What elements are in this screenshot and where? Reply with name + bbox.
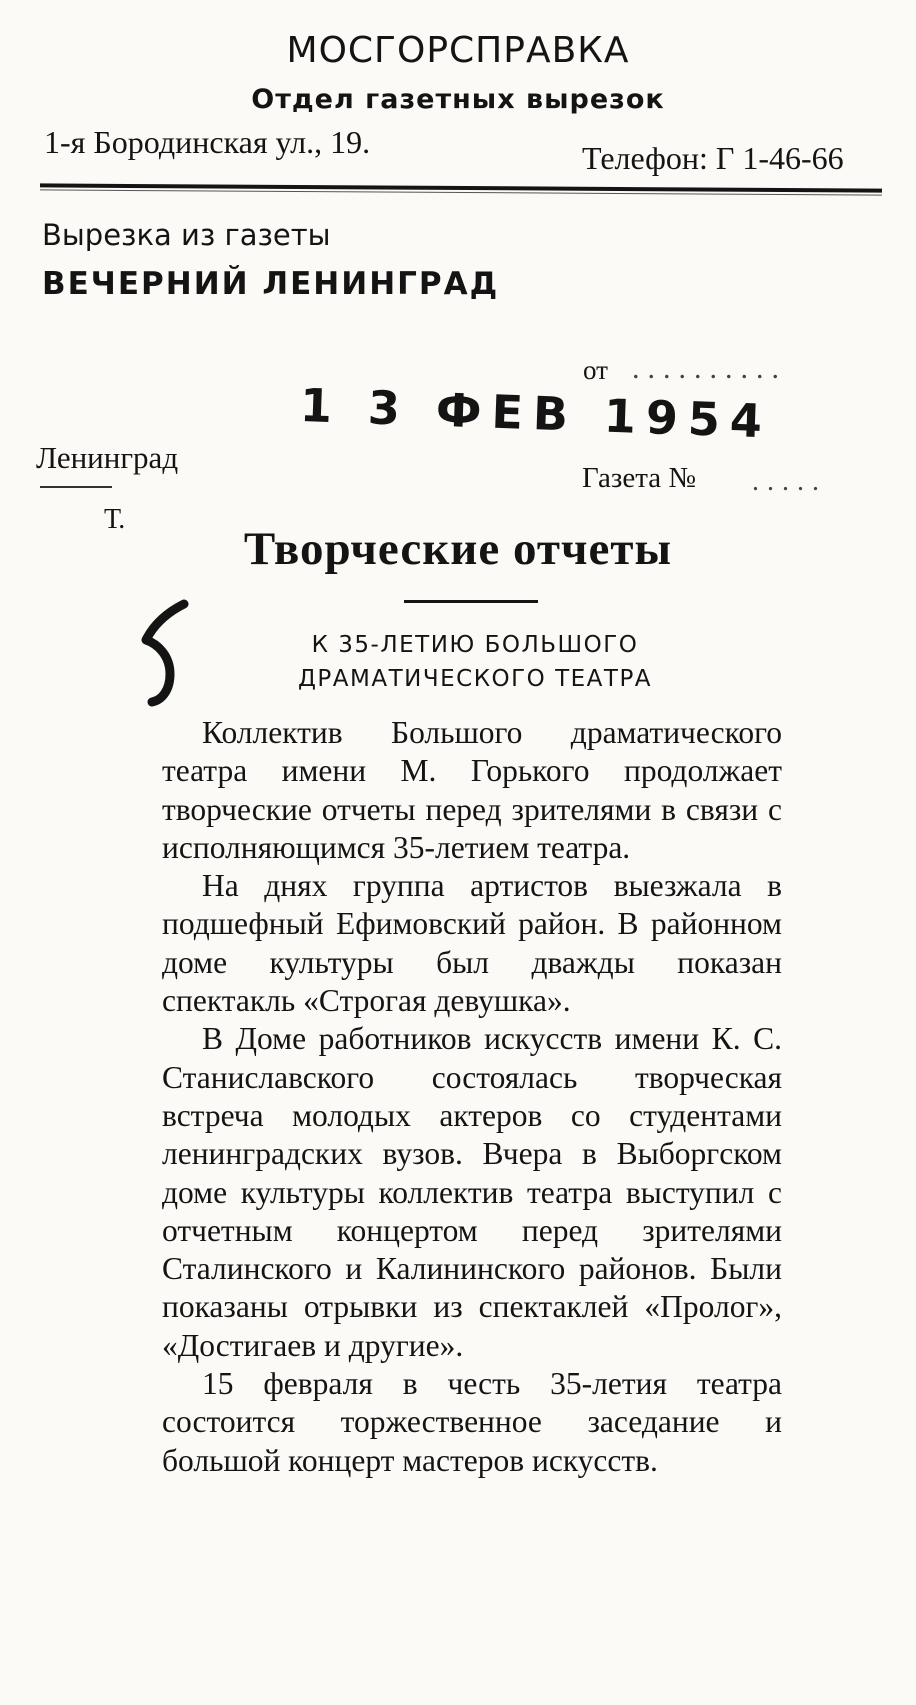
from-label: от [583, 355, 608, 385]
handwritten-mark [28, 498, 198, 708]
clipping-label: Вырезка из газеты [42, 218, 331, 252]
title-rule [404, 600, 538, 603]
subtitle-line-1: К 35-ЛЕТИЮ БОЛЬШОГО [311, 632, 639, 658]
article-body [162, 714, 782, 1480]
date-fill-dots: .......... [632, 352, 787, 385]
article-paragraph: На днях группа артистов выезжала в подшефный Ефимовский район. В районном доме культуры был дважды показан спектакль «Строгая девушка». [162, 868, 782, 1019]
article-title: Творческие отчеты [243, 523, 673, 575]
handwritten-mark-text: 5 [28, 498, 29, 499]
department-name: Отдел газетных вырезок [251, 84, 665, 115]
date-stamp: 1 3 ФЕВ 1954 [299, 378, 773, 449]
article-subtitle [210, 628, 740, 696]
agency-address: 1-я Бородинская ул., 19. [44, 124, 371, 160]
agency-phone: Телефон: Г 1-46-66 [582, 140, 844, 176]
article-paragraph: 15 февраля в честь 35-летия театра состоится торжественное заседание и большой концерт мастеров искусств. [162, 1366, 782, 1478]
number-fill-dots: ..... [752, 466, 827, 497]
t-mark: Т. [104, 504, 126, 535]
gazeta-number-label: Газета № [582, 462, 697, 494]
subtitle-line-2: ДРАМАТИЧЕСКОГО ТЕАТРА [297, 666, 653, 692]
agency-name: МОСГОРСПРАВКА [286, 30, 630, 71]
article-paragraph: В Доме работников искусств имени К. С. Станиславского состоялась творческая встреча молодых актеров со студентами ленинградских вузов. Вчера в Выборгском доме культуры коллектив театра выступил с отчетным концертом перед зрителями Сталинского и Калининского районов. Были показаны отрывки из спектаклей «Пролог», «Достигаев и другие». [162, 1021, 782, 1363]
newspaper-name: ВЕЧЕРНИЙ ЛЕНИНГРАД [42, 266, 500, 302]
city-label: Ленинград [36, 440, 179, 475]
article-paragraph: Коллектив Большого драматического театра имени М. Горького продолжает творческие отчеты перед зрителями в связи с исполняющимся 35-летием театра. [162, 715, 782, 865]
handwritten-mark-stroke [146, 604, 184, 702]
city-underline [40, 486, 112, 488]
